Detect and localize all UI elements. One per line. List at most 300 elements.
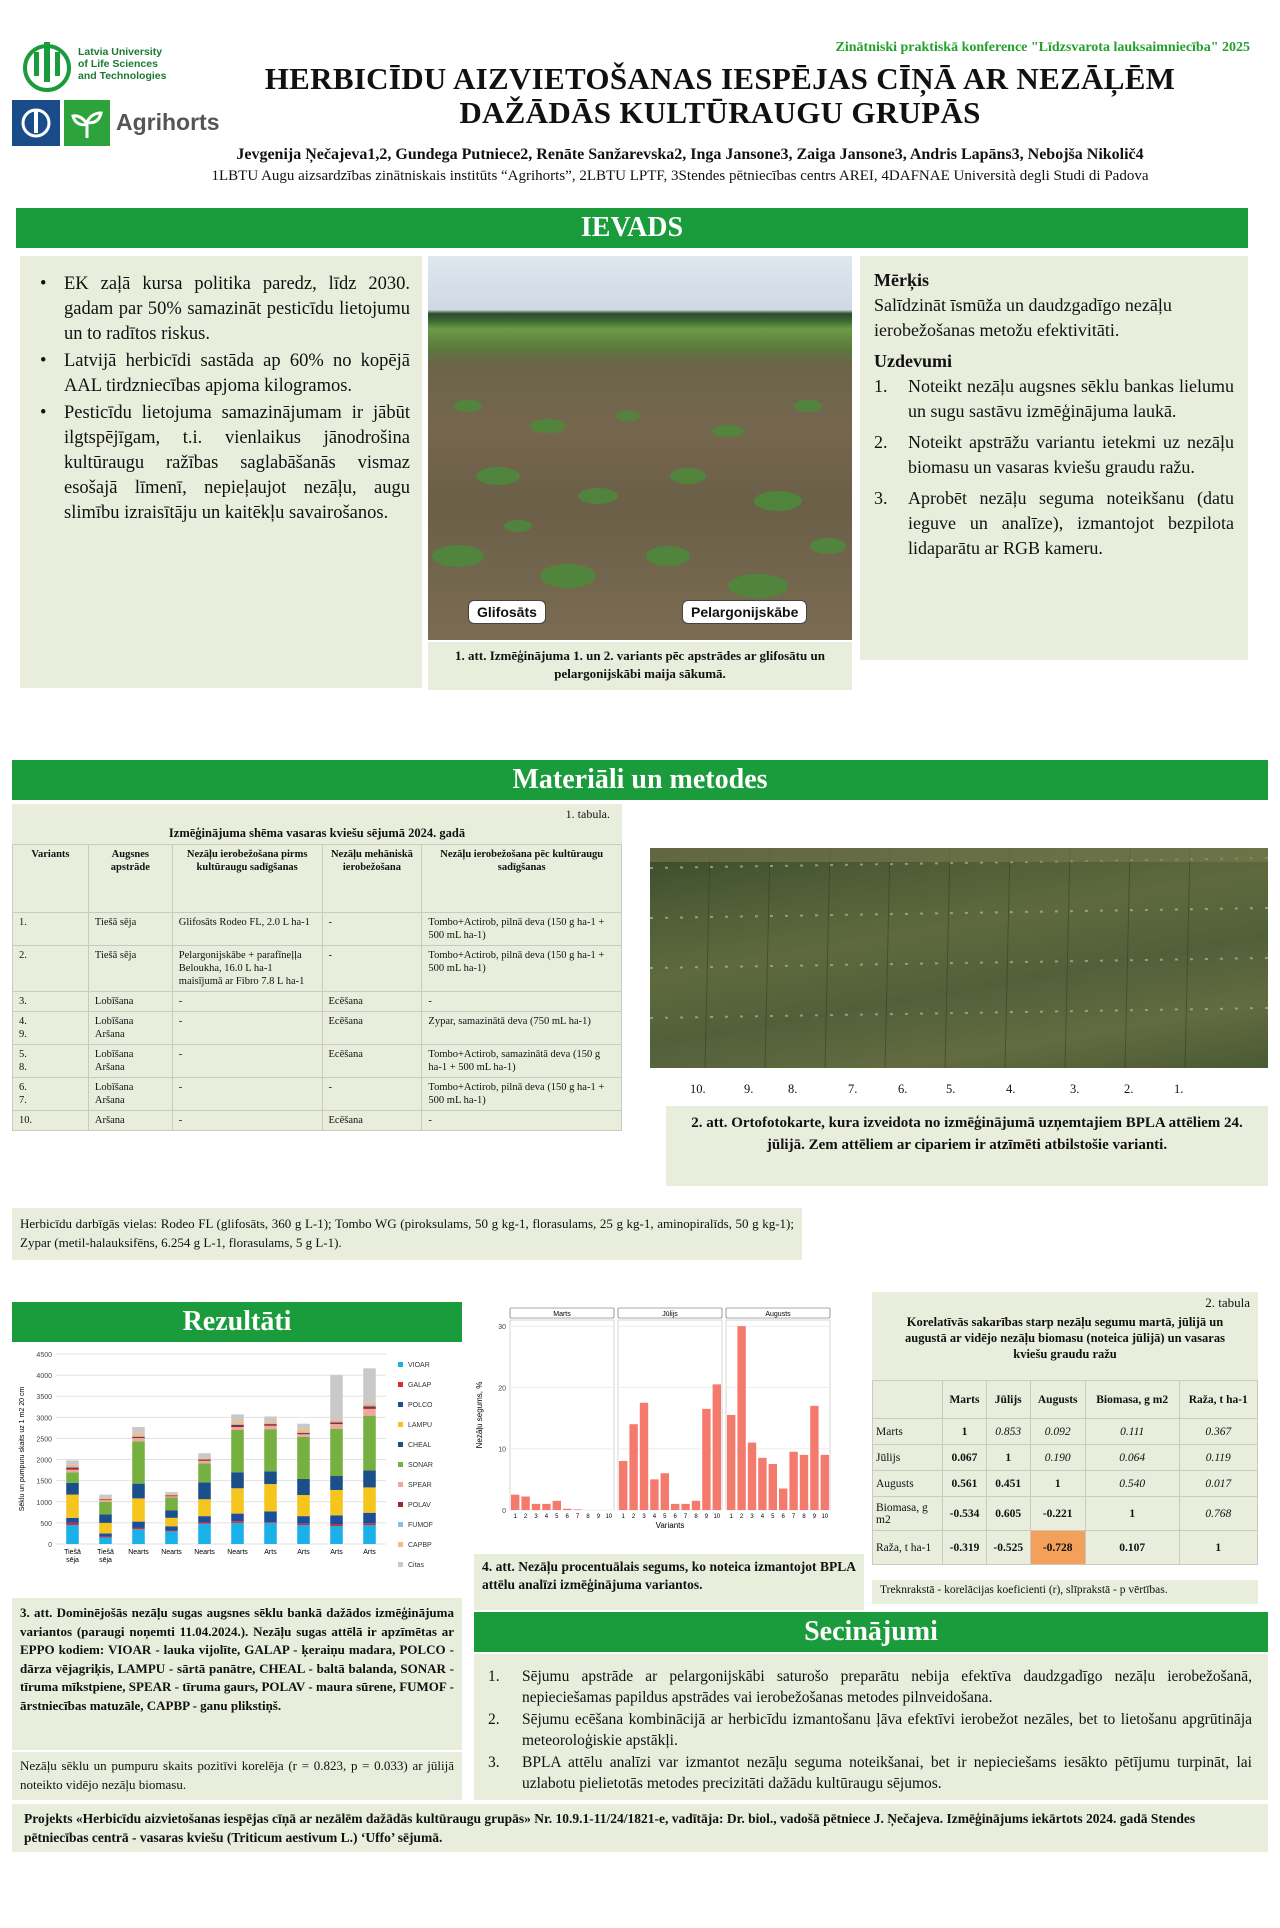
table2-header: Jūlijs: [986, 1381, 1030, 1419]
tasks-heading: Uzdevumi: [874, 351, 952, 371]
chart2-bar: [511, 1495, 519, 1510]
chart1-bar-segment: [297, 1495, 310, 1516]
table2-cell: 0.190: [1030, 1445, 1085, 1471]
chart2-bar: [702, 1409, 710, 1510]
table2-title: Korelatīvās sakarības starp nezāļu segumu martā, jūlijā un augustā ar vidējo nezāļu biomasu (noteica jūlijā) un vasaras kviešu graudu ražu: [905, 1315, 1225, 1361]
fig3-caption: 3. att. Dominējošās nezāļu sugas augsnes sēklu bankā dažādos izmēģinājuma variantos (paraugi noņemti 11.04.2024.). Nezāļu sugas attēlā ir apzīmētas ar EPPO kodiem: VIOAR - lauka vijolīte, GALAP - ķeraiņu madara, POLCO - dārza vējagriķis, LAMPU - sārtā panātre, CHEAL - baltā balanda, SONAR - tīruma mīkstpiene, SPEAR - tīruma gaurs, POLAV - maura sūrene, FUMOF - ārstniecības matuzāle, CAPBP - ganu plikstiņš.: [12, 1598, 462, 1750]
chart2-bar: [810, 1406, 818, 1510]
chart1-ytick: 3000: [36, 1415, 52, 1423]
chart1-legend-swatch: [398, 1502, 403, 1507]
chart1-bar-segment: [231, 1424, 244, 1425]
chart1-bar-segment: [198, 1522, 211, 1523]
table1-cell: -: [172, 1045, 322, 1078]
chart2-bar: [821, 1455, 829, 1510]
table1-row: [13, 1012, 622, 1045]
chart1-bar-segment: [231, 1421, 244, 1424]
chart1-bar-segment: [165, 1495, 178, 1496]
table1-cell: Tiešā sēja: [88, 946, 172, 992]
chart2-xtick: 5: [663, 1514, 667, 1520]
table2-header: [873, 1381, 943, 1419]
conclusions-band: Secinājumi: [474, 1612, 1268, 1652]
table2-note-text: Treknrakstā - korelācijas koeficienti (r), slīprakstā - p vērtības.: [880, 1584, 1168, 1596]
chart2-bar: [758, 1458, 766, 1510]
chart1-legend-swatch: [398, 1482, 403, 1487]
chart1-legend-swatch: [398, 1462, 403, 1467]
chart2-xtick: 8: [586, 1514, 590, 1520]
chart1-legend-swatch: [398, 1362, 403, 1367]
table1-cell: Ecēšana: [322, 1012, 422, 1045]
chart1-bar-segment: [330, 1526, 343, 1544]
chart1-ytick: 500: [40, 1520, 52, 1528]
chart1-bar-segment: [165, 1492, 178, 1494]
chart1-bar-segment: [165, 1530, 178, 1531]
chart1-bar-segment: [198, 1459, 211, 1460]
aim-heading: Mērķis: [874, 270, 929, 290]
chart2-xtick: 3: [642, 1514, 646, 1520]
chart1-legend-label: Citas: [408, 1562, 424, 1569]
active-substances: Herbicīdu darbīgās vielas: Rodeo FL (glifosāts, 360 g L-1); Tombo WG (piroksulams, 50 g kg-1, florasulams, 25 g kg-1, aminopiralīds, 50 g kg-1); Zypar (metil-halauksifēns, 6.254 g L-1, florasulams, 5 g L-1).: [12, 1208, 802, 1260]
ortho-variant-number: 6.: [898, 1082, 908, 1096]
chart1-legend-label: SONAR: [408, 1462, 433, 1469]
chart1-bar-segment: [66, 1518, 79, 1523]
intro-bullet: • Latvijā herbicīdi sastāda ap 60% no kopējā AAL tirdzniecības apjoma kilogramos.: [32, 349, 410, 399]
chart1-legend-label: CHEAL: [408, 1442, 432, 1449]
table1-cell: -: [172, 1111, 322, 1131]
table1-cell: 1.: [13, 913, 89, 946]
chart1-bar-segment: [165, 1518, 178, 1526]
chart1-bar-segment: [165, 1498, 178, 1511]
table2: [872, 1380, 1258, 1565]
table2-header: Raža, t ha-1: [1179, 1381, 1258, 1419]
chart1-ytick: 1500: [36, 1478, 52, 1486]
table2-cell: 1: [943, 1419, 987, 1445]
chart2-bar: [542, 1504, 550, 1510]
table2-cell: 1: [1179, 1531, 1258, 1565]
chart2-xtick: 7: [575, 1514, 580, 1520]
chart1-bar-segment: [363, 1487, 376, 1512]
chart1-legend-label: POLAV: [408, 1502, 431, 1509]
chart1-bar-segment: [132, 1436, 145, 1437]
ortho-variant-number: 4.: [1006, 1082, 1016, 1096]
chart1-ytick: 4000: [36, 1373, 52, 1381]
intro-bullet: • EK zaļā kursa politika paredz, līdz 2030. gadam par 50% samazināt pesticīdu lietojumu un to radītos riskus.: [32, 272, 410, 347]
chart2-xtick: 1: [513, 1514, 517, 1520]
table1-header: Nezāļu ierobežošana pirms kultūraugu sadīgšanas: [172, 845, 322, 913]
table2-cell: 0.605: [986, 1497, 1030, 1531]
table2-cell: 0.067: [943, 1445, 987, 1471]
fig4-caption: 4. att. Nezāļu procentuālais segums, ko noteica izmantojot BPLA attēlu analīzi izmēģinājuma variantos.: [474, 1554, 864, 1610]
chart1-bar-segment: [264, 1484, 277, 1511]
table1-cell: Lobīšana Aršana: [88, 1078, 172, 1111]
chart2-xtick: 8: [802, 1514, 806, 1520]
chart1-bar-segment: [264, 1416, 277, 1421]
chart2-xtick: 2: [523, 1514, 528, 1520]
chart1-bar-segment: [231, 1472, 244, 1488]
chart1-bar-segment: [297, 1429, 310, 1432]
chart1-bar-segment: [330, 1490, 343, 1515]
chart1-bar-segment: [99, 1500, 112, 1502]
chart2-xtick: 3: [750, 1514, 754, 1520]
chart1-bar-segment: [198, 1457, 211, 1458]
chart1-bar-segment: [66, 1523, 79, 1525]
chart1-xtick: Arts: [264, 1549, 277, 1556]
chart2-bar: [661, 1473, 669, 1510]
table2-row: [873, 1445, 1258, 1471]
chart1-legend-label: FUMOF: [408, 1522, 433, 1529]
chart2-xtick: 4: [652, 1514, 657, 1520]
chart1-legend-swatch: [398, 1562, 403, 1567]
chart1-ytick: 1000: [36, 1499, 52, 1507]
table1: [12, 844, 622, 1131]
chart2-bar: [681, 1504, 689, 1510]
chart1-bar-segment: [297, 1437, 310, 1479]
table2-cell: -0.525: [986, 1531, 1030, 1565]
chart2-bar: [779, 1489, 787, 1510]
chart2-bar: [573, 1509, 581, 1510]
methods-band: Materiāli un metodes: [12, 760, 1268, 800]
table1-head: [12, 804, 622, 844]
conclusion-item: Sējumu ecēšana kombinācijā ar herbicīdu izmantošanu ļāva efektīvi ierobežot nezāles, bet to lietošanu apgrūtināja meteoroloģiskie apstākļi.: [522, 1711, 1252, 1749]
chart1-legend-label: GALAP: [408, 1382, 432, 1389]
table2-cell: Jūlijs: [873, 1445, 943, 1471]
title-line-2: DAŽĀDĀS KULTŪRAUGU GRUPĀS: [459, 95, 981, 130]
table2-cell: 0.111: [1085, 1419, 1179, 1445]
ortho-variant-number: 7.: [848, 1082, 858, 1096]
logo1-line2: of Life Sciences: [78, 58, 158, 70]
chart2-xtick: 10: [713, 1514, 721, 1520]
chart2-ytick: 20: [498, 1385, 506, 1393]
chart1-bar-segment: [198, 1453, 211, 1457]
chart1-xtick: sēja: [99, 1557, 112, 1564]
task-item: Noteikt nezāļu augsnes sēklu bankas lielumu un sugu sastāvu izmēģinājuma laukā.: [908, 376, 1234, 421]
table1-cell: Tombo+Actirob, pilnā deva (150 g ha-1 + 500 mL ha-1): [422, 1078, 622, 1111]
lbtu-logo: [22, 38, 222, 98]
table2-cell: 1: [1085, 1497, 1179, 1531]
chart1-bar-segment: [231, 1514, 244, 1522]
chart1-legend-swatch: [398, 1422, 403, 1427]
chart1-bar-segment: [66, 1525, 79, 1544]
chart2-xtick: 2: [739, 1514, 744, 1520]
chart1-bar-segment: [330, 1424, 343, 1429]
chart2-xtick: 4: [544, 1514, 549, 1520]
chart1-bar-segment: [363, 1525, 376, 1544]
chart1-bar-segment: [66, 1483, 79, 1495]
table1-cell: 4. 9.: [13, 1012, 89, 1045]
chart1-bar-segment: [363, 1406, 376, 1409]
affiliations: 1LBTU Augu aizsardzības zinātniskais institūts “Agrihorts”, 2LBTU LPTF, 3Stendes pētniecības centrs AREI, 4DAFNAE Università degli Studi di Padova: [211, 168, 1149, 184]
chart1-legend-label: CAPBP: [408, 1542, 432, 1549]
chart2-ytick: 10: [498, 1446, 506, 1454]
chart1-bar-segment: [231, 1521, 244, 1523]
poster-title: [200, 62, 1240, 130]
chart1-bar-segment: [363, 1409, 376, 1416]
chart1-bar-segment: [99, 1514, 112, 1522]
chart1-bar-segment: [132, 1528, 145, 1529]
chart2-facet-label: Augusts: [765, 1311, 791, 1318]
chart1-bar-segment: [231, 1430, 244, 1472]
chart1-bar-segment: [264, 1511, 277, 1522]
chart1-bar-segment: [198, 1499, 211, 1516]
table2-cell: -0.728: [1030, 1531, 1085, 1565]
chart1-bar-segment: [165, 1496, 178, 1497]
ortho-variant-number: 10.: [690, 1082, 706, 1096]
chart2-xtick: 2: [631, 1514, 636, 1520]
chart1-legend-swatch: [398, 1442, 403, 1447]
chart1-legend-swatch: [398, 1542, 403, 1547]
table1-row: [13, 1111, 622, 1131]
chart1-xtick: sēja: [66, 1557, 79, 1564]
chart2-xtick: 1: [621, 1514, 625, 1520]
chart1-ytick: 2500: [36, 1436, 52, 1444]
chart2-xtick: 9: [812, 1514, 817, 1520]
table2-cell: -0.221: [1030, 1497, 1085, 1531]
chart1-bar-segment: [330, 1419, 343, 1421]
chart1-bar-segment: [165, 1531, 178, 1544]
orthophoto-map: [650, 848, 1268, 1068]
chart2-xtick: 10: [605, 1514, 613, 1520]
chart1-bar-segment: [99, 1538, 112, 1544]
chart1-xtick: Nearts: [194, 1549, 215, 1556]
chart1-bar-segment: [264, 1423, 277, 1424]
chart1-bar-segment: [99, 1537, 112, 1538]
chart1-bar-segment: [132, 1498, 145, 1521]
conclusion-item: BPLA attēlu analīzi var izmantot nezāļu seguma noteikšanai, bet ir nepieciešams iesākto pētījumu turpināt, lai uzlabotu pielietotās metodes precizitāti dažādu kultūraugu sējumos.: [522, 1754, 1252, 1792]
table1-cell: Ecēšana: [322, 1111, 422, 1131]
chart1-bar-segment: [297, 1524, 310, 1525]
chart1-ytick: 0: [48, 1542, 52, 1549]
ortho-variant-number: 2.: [1124, 1082, 1134, 1096]
chart2-bar: [800, 1455, 808, 1510]
chart2-xtick: 1: [729, 1514, 733, 1520]
table1-row: [13, 1045, 622, 1078]
conclusion-item: Sējumu apstrāde ar pelargonijskābi saturošo preparātu nebija efektīva daudzgadīgo nezāļu ierobežošanā, nepieciešamas papildus apstrādes vai ierobežošanas metodes pilnveidošana.: [522, 1668, 1252, 1706]
table1-header: Augsnes apstrāde: [88, 845, 172, 913]
chart1-bar-segment: [99, 1495, 112, 1498]
chart2-xtick: 5: [555, 1514, 559, 1520]
chart2-xtick: 4: [760, 1514, 765, 1520]
intro-bullet: • Pesticīdu lietojuma samazinājumam ir jābūt ilgtspējīgam, t.i. vienlaikus jānodrošina kultūraugu ražības saglabāšanās vismaz esošajā līmenī, nepieļaujot nezāļu, augu slimību izraisītāju un kaitēkļu savairošanos.: [32, 401, 410, 526]
chart1-bar-segment: [297, 1432, 310, 1433]
table1-cell: Tombo+Actirob, pilnā deva (150 g ha-1 + 500 mL ha-1): [422, 946, 622, 992]
chart2-xtick: 9: [596, 1514, 601, 1520]
chart1-xtick: Arts: [330, 1549, 343, 1556]
chart2-xtick: 6: [673, 1514, 677, 1520]
table1-cell: -: [322, 1078, 422, 1111]
table2-cell: 0.107: [1085, 1531, 1179, 1565]
chart1-bar-segment: [264, 1523, 277, 1544]
chart1-xtick: Nearts: [128, 1549, 149, 1556]
table1-cell: -: [422, 992, 622, 1012]
intro-band: IEVADS: [16, 208, 1248, 248]
table2-row: [873, 1471, 1258, 1497]
chart1-bar-segment: [66, 1460, 79, 1464]
table1-cell: 3.: [13, 992, 89, 1012]
table2-cell: 1: [986, 1445, 1030, 1471]
table1-cell: Aršana: [88, 1111, 172, 1131]
table1-cell: 10.: [13, 1111, 89, 1131]
chart1-bar-segment: [66, 1468, 79, 1470]
chart1-bar-segment: [231, 1488, 244, 1513]
chart2-ytick: 30: [498, 1324, 506, 1332]
agrihorts-logo: [12, 100, 222, 146]
chart2-ytick: 0: [502, 1508, 506, 1515]
chart1-bar-segment: [363, 1405, 376, 1407]
chart1-bar-segment: [264, 1522, 277, 1523]
chart1-bar-segment: [66, 1495, 79, 1518]
chart1-ytick: 3500: [36, 1394, 52, 1402]
table2-cell: 0.367: [1179, 1419, 1258, 1445]
table2-row: [873, 1497, 1258, 1531]
seedbank-stacked-bar-chart: [12, 1346, 462, 1596]
chart1-bar-segment: [132, 1433, 145, 1436]
table1-cell: 5. 8.: [13, 1045, 89, 1078]
table1-cell: Tombo+Actirob, samazinātā deva (150 g ha-1 + 500 mL ha-1): [422, 1045, 622, 1078]
chart2-xlabel: Variants: [655, 1521, 685, 1530]
logo1-line1: Latvia University: [78, 46, 163, 58]
table1-cell: Lobīšana Aršana: [88, 1012, 172, 1045]
authors: Jevgenija Ņečajeva1,2, Gundega Putniece2, Renāte Sanžarevska2, Inga Jansone3, Zaiga Jansone3, Andris Lapāns3, Nebojša Nikolič4: [236, 146, 1144, 163]
intro-bullets: [32, 272, 410, 526]
table2-cell: Biomasa, g m2: [873, 1497, 943, 1531]
table1-cell: 6. 7.: [13, 1078, 89, 1111]
chart1-bar-segment: [363, 1416, 376, 1471]
chart2-bar: [769, 1464, 777, 1510]
chart2-xtick: 7: [683, 1514, 688, 1520]
aim-text: Salīdzināt īsmūža un daudzgadīgo nezāļu ierobežošanas metožu efektivitāti.: [874, 295, 1172, 340]
table1-header: Nezāļu ierobežošana pēc kultūraugu sadīgšanas: [422, 845, 622, 913]
table1-header: Variants: [13, 845, 89, 913]
chart1-bar-segment: [297, 1516, 310, 1524]
table1-cell: 2.: [13, 946, 89, 992]
chart1-bar-segment: [330, 1422, 343, 1424]
table1-cell: Zypar, samazinātā deva (750 mL ha-1): [422, 1012, 622, 1045]
chart2-bar: [737, 1326, 745, 1510]
photo-label-pelargonic: Pelargonijskābe: [682, 600, 807, 624]
chart1-bar-segment: [99, 1499, 112, 1500]
chart1-xtick: Nearts: [227, 1549, 248, 1556]
task-item: Noteikt apstrāžu variantu ietekmi uz nezāļu biomasu un vasaras kviešu graudu ražu.: [908, 432, 1234, 477]
table1-cell: -: [172, 1078, 322, 1111]
table2-header: Biomasa, g m2: [1085, 1381, 1179, 1419]
chart1-bar-segment: [132, 1484, 145, 1499]
chart1-bar-segment: [363, 1471, 376, 1488]
chart2-bar: [563, 1509, 571, 1510]
table2-row: [873, 1531, 1258, 1565]
chart2-bar: [789, 1452, 797, 1510]
chart1-ytick: 2000: [36, 1457, 52, 1465]
chart2-bar: [640, 1403, 648, 1510]
chart1-bar-segment: [132, 1427, 145, 1433]
table1-row: [13, 913, 622, 946]
chart1-legend-swatch: [398, 1402, 403, 1407]
table2-cell: -0.534: [943, 1497, 987, 1531]
chart2-bar: [692, 1501, 700, 1510]
chart2-xtick: 3: [534, 1514, 538, 1520]
table2-cell: 0.768: [1179, 1497, 1258, 1531]
table1-row: [13, 946, 622, 992]
table2-cell: Augusts: [873, 1471, 943, 1497]
table1-cell: -: [172, 992, 322, 1012]
table2-row: [873, 1419, 1258, 1445]
project-footer: Projekts «Herbicīdu aizvietošanas iespējas cīņā ar nezālēm dažādās kultūraugu grupās» Nr. 10.9.1-11/24/1821-e, vadītāja: Dr. biol., vadošā pētniece J. Ņečajeva. Izmēģinājums iekārtots 2024. gadā Stendes pētniecības centrā - vasaras kviešu (Triticum aestivum L.) ‘Uffo’ sējumā.: [12, 1804, 1268, 1852]
chart1-bar-segment: [198, 1516, 211, 1522]
ortho-variant-number: 1.: [1174, 1082, 1184, 1096]
chart2-bar: [629, 1424, 637, 1510]
chart1-bar-segment: [264, 1421, 277, 1423]
table1-cell: Pelargonijskābe + parafīneļļa Beloukha, 16.0 L ha-1 maisījumā ar Fibro 7.8 L ha-1: [172, 946, 322, 992]
fig1-caption: 1. att. Izmēģinājuma 1. un 2. variants pēc apstrādes ar glifosātu un pelargonijskābi maija sākumā.: [428, 642, 852, 690]
table1-cell: -: [172, 1012, 322, 1045]
chart1-xtick: Nearts: [161, 1549, 182, 1556]
table2-cell: 0.119: [1179, 1445, 1258, 1471]
chart1-bar-segment: [330, 1476, 343, 1490]
conclusions-panel: [474, 1654, 1268, 1800]
photo-label-glyphosate: Glifosāts: [468, 600, 546, 624]
table2-head: [872, 1292, 1258, 1380]
chart2-bar: [532, 1504, 540, 1510]
chart1-legend-label: POLCO: [408, 1402, 433, 1409]
chart2-bar: [748, 1443, 756, 1510]
chart1-bar-segment: [264, 1429, 277, 1471]
chart1-bar-segment: [363, 1402, 376, 1405]
chart1-bar-segment: [198, 1463, 211, 1482]
chart2-xtick: 5: [771, 1514, 775, 1520]
title-line-1: HERBICĪDU AIZVIETOŠANAS IESPĒJAS CĪŅĀ AR NEZĀĻĒM: [264, 61, 1176, 96]
sprout-icon: [64, 100, 110, 146]
table1-cell: -: [322, 946, 422, 992]
chart1-bar-segment: [198, 1482, 211, 1499]
chart2-xtick: 10: [821, 1514, 829, 1520]
chart2-facet-label: Marts: [553, 1311, 571, 1318]
chart1-bar-segment: [264, 1424, 277, 1426]
chart1-bar-segment: [330, 1375, 343, 1419]
chart2-bar: [619, 1461, 627, 1510]
table2-cell: 0.017: [1179, 1471, 1258, 1497]
chart1-bar-segment: [231, 1427, 244, 1430]
chart1-bar-segment: [231, 1414, 244, 1421]
chart1-legend-label: LAMPU: [408, 1422, 433, 1429]
task-item: Aprobēt nezāļu seguma noteikšanu (datu ieguve un analīze), izmantojot bezpilota lidaparātu ar RGB kameru.: [908, 488, 1234, 558]
table2-cell: 0.853: [986, 1419, 1030, 1445]
lbtu-emblem-icon: [22, 38, 72, 92]
table2-number: 2. tabula: [1205, 1295, 1250, 1310]
chart1-bar-segment: [99, 1533, 112, 1536]
agrihorts-emblem-icon: [12, 100, 60, 146]
conference-title: Zinātniski praktiskā konference "Līdzsvarota lauksaimniecība" 2025: [835, 40, 1250, 55]
table2-cell: Marts: [873, 1419, 943, 1445]
chart1-bar-segment: [297, 1525, 310, 1544]
table1-cell: -: [322, 913, 422, 946]
chart1-bar-segment: [330, 1421, 343, 1422]
chart1-bar-segment: [330, 1525, 343, 1527]
chart1-bar-segment: [363, 1368, 376, 1402]
table2-cell: 0.092: [1030, 1419, 1085, 1445]
table2-cell: 0.451: [986, 1471, 1030, 1497]
table2-cell: Raža, t ha-1: [873, 1531, 943, 1565]
table1-title: Izmēģinājuma shēma vasaras kviešu sējumā 2024. gadā: [168, 826, 466, 840]
chart1-bar-segment: [198, 1524, 211, 1544]
chart2-xtick: 7: [791, 1514, 796, 1520]
chart1-bar-segment: [132, 1522, 145, 1528]
ortho-variant-number: 8.: [788, 1082, 798, 1096]
field-photo: [428, 256, 852, 640]
chart1-bar-segment: [132, 1438, 145, 1441]
chart1-bar-segment: [363, 1523, 376, 1525]
table2-cell: 1: [1030, 1471, 1085, 1497]
chart2-xtick: 6: [565, 1514, 569, 1520]
table2-cell: 0.540: [1085, 1471, 1179, 1497]
chart1-bar-segment: [66, 1465, 79, 1467]
